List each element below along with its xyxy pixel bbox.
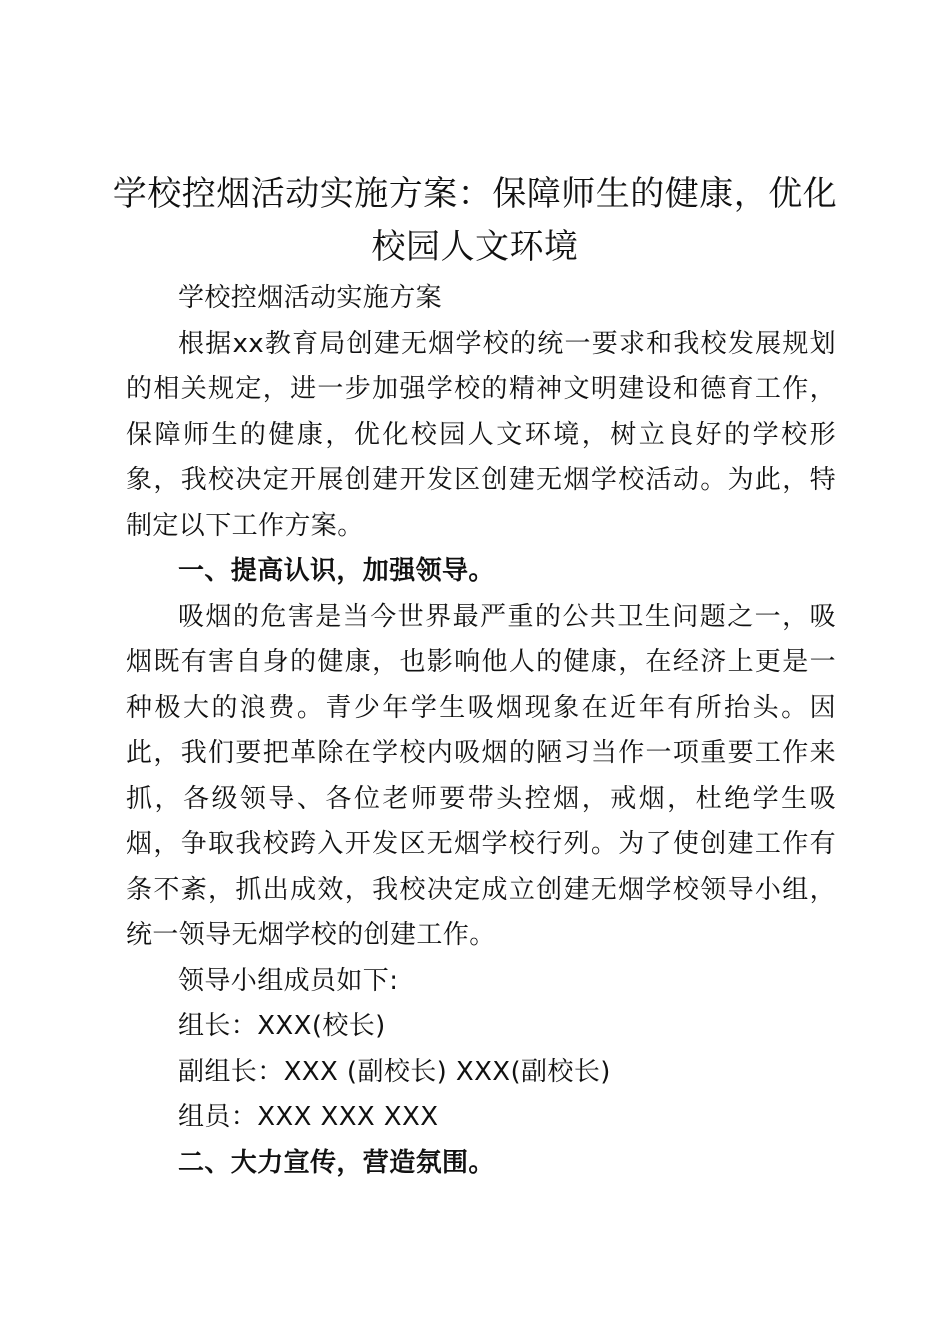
paragraph-intro: 根据xx教育局创建无烟学校的统一要求和我校发展规划的相关规定，进一步加强学校的精神文明建设和德育工作，保障师生的健康，优化校园人文环境，树立良好的学校形象，我校决定开展创建开发区创建无烟学校活动。为此，特制定以下工作方案。 [126, 328, 836, 541]
paragraph-section-1: 吸烟的危害是当今世界最严重的公共卫生问题之一，吸烟既有害自身的健康，也影响他人的健康，在经济上更是一种极大的浪费。青少年学生吸烟现象在近年有所抬头。因此，我们要把革除在学校内吸烟的陋习当作一项重要工作来抓，各级领导、各位老师要带头控烟，戒烟，杜绝学生吸烟，争取我校跨入开发区无烟学校行列。为了使创建工作有条不紊，抓出成效，我校决定成立创建无烟学校领导小组，统一领导无烟学校的创建工作。 [126, 601, 836, 950]
section-heading-1: 一、提高认识，加强领导。 [178, 556, 495, 586]
paragraph-members-intro: 领导小组成员如下: [178, 965, 399, 996]
paragraph-subtitle: 学校控烟活动实施方案 [178, 283, 443, 313]
paragraph-leader: 组长：XXX(校长) [178, 1011, 386, 1041]
document-body [126, 276, 836, 1186]
paragraph-deputy-leader: 副组长：XXX (副校长) XXX(副校长) [178, 1056, 611, 1087]
paragraph-members: 组员：XXX XXX XXX [178, 1102, 439, 1132]
section-heading-2: 二、大力宣传，营造氛围。 [178, 1147, 495, 1178]
document-title: 学校控烟活动实施方案：保障师生的健康，优化校园人文环境 [112, 174, 838, 267]
